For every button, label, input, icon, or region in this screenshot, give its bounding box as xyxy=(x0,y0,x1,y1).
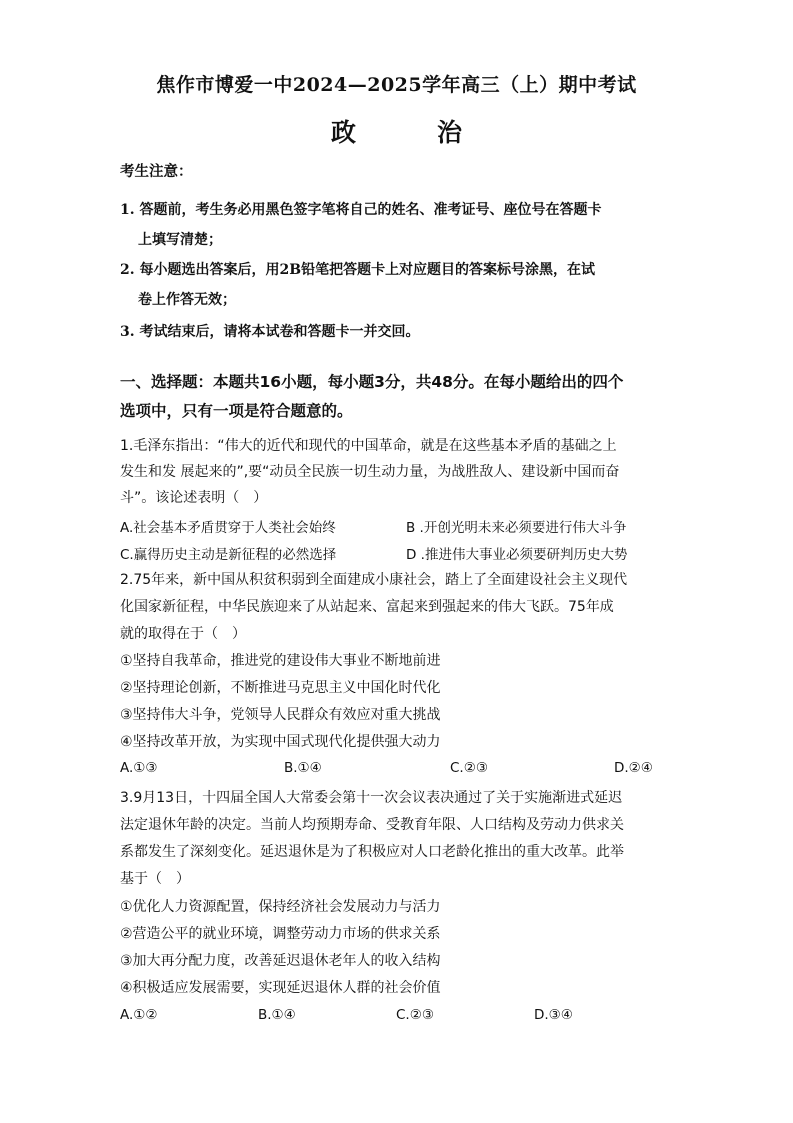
question-2-stem: 化国家新征程，中华民族迎来了从站起来、富起来到强起来的伟大飞跃。75年成 xyxy=(120,599,614,615)
question-3-stem: 3.9月13日，十四届全国人大常委会第十一次会议表决通过了关于实施渐进式延迟 xyxy=(120,790,623,806)
option-c: C.②③ xyxy=(396,1007,434,1023)
notice-line: 2. 每小题选出答案后，用2B铅笔把答题卡上对应题目的答案标号涂黑，在试 xyxy=(120,262,596,278)
option-a: A.社会基本矛盾贯穿于人类社会始终 xyxy=(120,520,336,536)
question-2-item: ②坚持理论创新，不断推进马克思主义中国化时代化 xyxy=(120,680,441,696)
question-1-stem: 发生和发 展起来的”,要“动员全民族一切生动力量，为战胜敌人、建设新中国而奋 xyxy=(120,464,620,480)
option-c: C.②③ xyxy=(450,760,488,776)
question-3-item: ④积极适应发展需要，实现延迟退休人群的社会价值 xyxy=(120,980,441,996)
question-3-item: ①优化人力资源配置，保持经济社会发展动力与活力 xyxy=(120,899,441,915)
notice-line: 3. 考试结束后，请将本试卷和答题卡一并交回。 xyxy=(120,324,420,340)
option-a: A.①② xyxy=(120,1007,158,1023)
notice-line: 上填写清楚； xyxy=(138,232,222,248)
option-d: D.③④ xyxy=(534,1007,573,1023)
question-3-item: ③加大再分配力度，改善延迟退休老年人的收入结构 xyxy=(120,953,441,969)
section-heading: 选项中，只有一项是符合题意的。 xyxy=(120,402,353,420)
question-3-stem: 法定退休年龄的决定。当前人均预期寿命、受教育年限、人口结构及劳动力供求关 xyxy=(120,817,624,833)
notice-line: 卷上作答无效； xyxy=(138,292,236,308)
option-a: A.①③ xyxy=(120,760,158,776)
option-d: D .推进伟大事业必须要研判历史大势 xyxy=(406,547,628,563)
question-2-stem: 2.75年来，新中国从积贫积弱到全面建成小康社会，踏上了全面建设社会主义现代 xyxy=(120,572,628,588)
question-2-item: ①坚持自我革命，推进党的建设伟大事业不断地前进 xyxy=(120,653,441,669)
question-1-stem: 1.毛泽东指出：“伟大的近代和现代的中国革命，就是在这些基本矛盾的基础之上 xyxy=(120,438,617,454)
option-b: B.①④ xyxy=(258,1007,296,1023)
question-3-item: ②营造公平的就业环境，调整劳动力市场的供求关系 xyxy=(120,926,441,942)
notice-heading: 考生注意： xyxy=(120,164,193,180)
question-2-item: ④坚持改革开放，为实现中国式现代化提供强大动力 xyxy=(120,734,441,750)
option-d: D.②④ xyxy=(614,760,653,776)
option-b: B .开创光明未来必须要进行伟大斗争 xyxy=(406,520,627,536)
subject-title: 政 治 xyxy=(330,118,490,147)
notice-line: 1. 答题前，考生务必用黑色签字笔将自己的姓名、准考证号、座位号在答题卡 xyxy=(120,202,602,218)
option-c: C.赢得历史主动是新征程的必然选择 xyxy=(120,547,337,563)
question-2-stem: 就的取得在于（ ） xyxy=(120,626,246,642)
section-heading: 一、选择题：本题共16小题，每小题3分，共48分。在每小题给出的四个 xyxy=(120,373,624,391)
option-b: B.①④ xyxy=(284,760,322,776)
exam-title: 焦作市博爱一中2024—2025学年高三（上）期中考试 xyxy=(156,74,637,96)
question-3-stem: 系都发生了深刻变化。延迟退休是为了积极应对人口老龄化推出的重大改革。此举 xyxy=(120,844,624,860)
question-1-stem: 斗”。该论述表明（ ） xyxy=(120,490,268,506)
question-2-item: ③坚持伟大斗争，党领导人民群众有效应对重大挑战 xyxy=(120,707,441,723)
question-3-stem: 基于（ ） xyxy=(120,871,190,887)
